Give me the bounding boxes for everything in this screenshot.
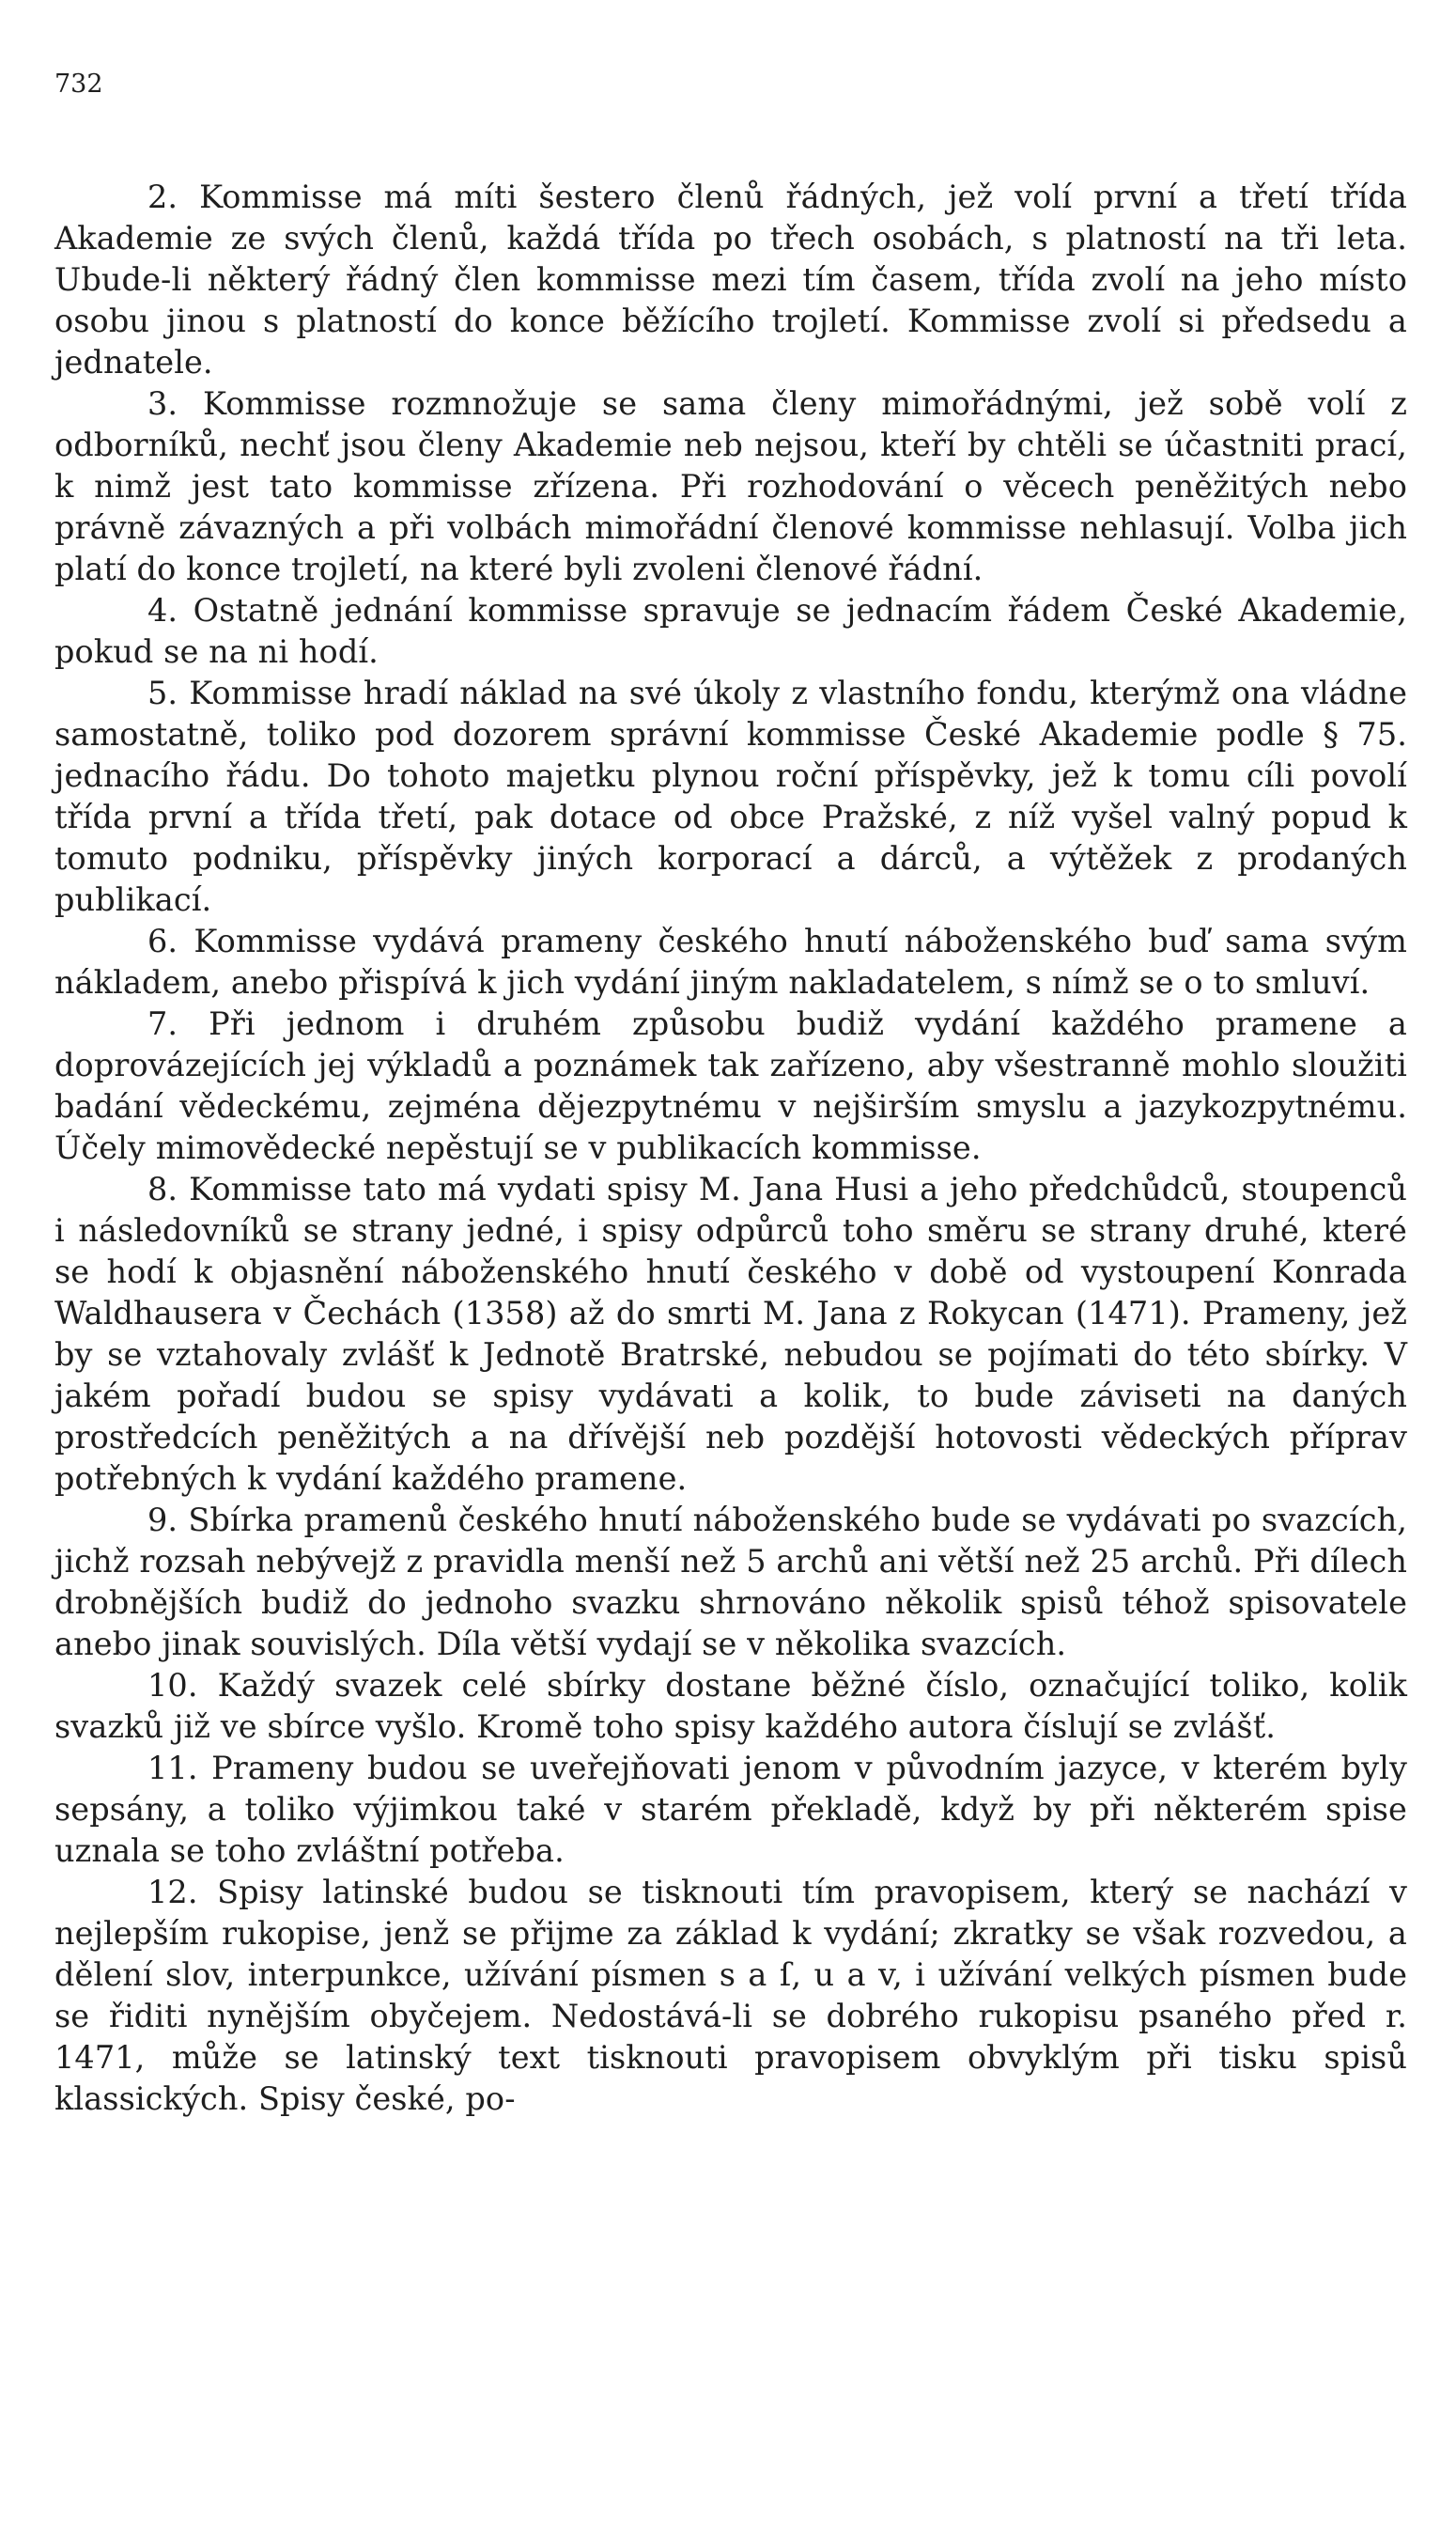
paragraph-5: 5. Kommisse hradí náklad na své úkoly z vlastního fondu, kterýmž ona vládne samostatně, toliko pod dozorem správní kommisse České Akademie podle § 75. jednacího řádu. Do tohoto majetku plynou roční příspěvky, jež k tomu cíli povolí třída první a třída třetí, pak dotace od obce Pražské, z níž vyšel valný popud k tomuto podniku, příspěvky jiných korporací a dárců, a výtěžek z prodaných publikací. bbox=[54, 675, 1407, 918]
paragraph-6: 6. Kommisse vydává prameny českého hnutí náboženského buď sama svým nákladem, anebo přispívá k jich vydání jiným nakladatelem, s nímž se o to smluví. bbox=[54, 923, 1407, 1001]
paragraph-2: 2. Kommisse má míti šestero členů řádných, jež volí první a třetí třída Akademie ze svých členů, každá třída po třech osobách, s platností na tři leta. Ubude-li některý řádný člen kommisse mezi tím časem, třída zvolí na jeho místo osobu jinou s platností do konce běžícího trojletí. Kommisse zvolí si předsedu a jednatele. bbox=[54, 179, 1407, 381]
page-number: 732 bbox=[54, 70, 103, 99]
paragraph-7: 7. Při jednom i druhém způsobu budiž vydání každého pramene a doprovázejících jej výkladů a poznámek tak zařízeno, aby všestranně mohlo sloužiti badání vědeckému, zejména dějezpytnému v nejširším smyslu a jazykozpytnému. Účely mimovědecké nepěstují se v publikacích kommisse. bbox=[54, 1005, 1407, 1166]
paragraph-11: 11. Prameny budou se uveřejňovati jenom v původním jazyce, v kterém byly sepsány, a toliko výjimkou také v starém překladě, když by při některém spise uznala se toho zvláštní potřeba. bbox=[54, 1750, 1407, 1869]
paragraph-10: 10. Každý svazek celé sbírky dostane běžné číslo, označující toliko, kolik svazků již ve sbírce vyšlo. Kromě toho spisy každého autora číslují se zvlášť. bbox=[54, 1667, 1407, 1745]
document-page bbox=[54, 66, 1407, 2120]
paragraph-8: 8. Kommisse tato má vydati spisy M. Jana Husi a jeho předchůdců, stoupenců i následovníků se strany jedné, i spisy odpůrců toho směru se strany druhé, které se hodí k objasnění náboženského hnutí českého v době od vystoupení Konrada Waldhausera v Čechách (1358) až do smrti M. Jana z Rokycan (1471). Prameny, jež by se vztahovaly zvlášť k Jednotě Bratrské, nebudou se pojímati do této sbírky. V jakém pořadí budou se spisy vydávati a kolik, to bude záviseti na daných prostředcích peněžitých a na dřívější neb pozdější hotovosti vědeckých příprav potřebných k vydání každého pramene. bbox=[54, 1171, 1407, 1497]
paragraph-12: 12. Spisy latinské budou se tisknouti tím pravopisem, který se nachází v nejlepším rukopise, jenž se přijme za základ k vydání; zkratky se však rozvedou, a dělení slov, interpunkce, užívání písmen s a ſ, u a v, i užívání velkých písmen bude se řiditi nynějším obyčejem. Nedostává-li se dobrého rukopisu psaného před r. 1471, může se latinský text tisknouti pravopisem obvyklým při tisku spisů klassických. Spisy české, po- bbox=[54, 1874, 1407, 2117]
paragraph-9: 9. Sbírka pramenů českého hnutí náboženského bude se vydávati po svazcích, jichž rozsah nebývejž z pravidla menší než 5 archů ani větší než 25 archů. Při dílech drobnějších budiž do jednoho svazku shrnováno několik spisů téhož spisovatele anebo jinak souvislých. Díla větší vydají se v několika svazcích. bbox=[54, 1502, 1407, 1662]
paragraph-4: 4. Ostatně jednání kommisse spravuje se jednacím řádem České Akademie, pokud se na ni hodí. bbox=[54, 592, 1407, 670]
paragraph-3: 3. Kommisse rozmnožuje se sama členy mimořádnými, jež sobě volí z odborníků, nechť jsou členy Akademie neb nejsou, kteří by chtěli se účastniti prací, k nimž jest tato kommisse zřízena. Při rozhodování o věcech peněžitých nebo právně závazných a při volbách mimořádní členové kommisse nehlasují. Volba jich platí do konce trojletí, na které byli zvoleni členové řádní. bbox=[54, 385, 1407, 587]
